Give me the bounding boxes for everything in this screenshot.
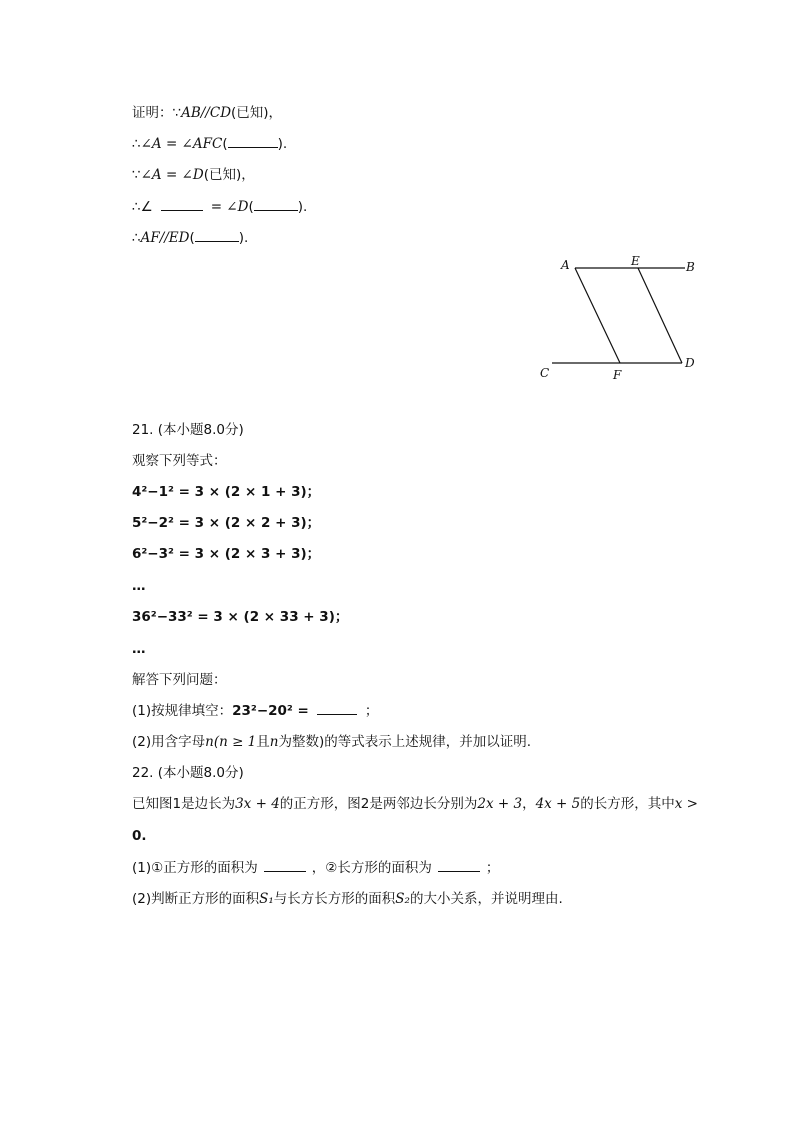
answer-blank[interactable] (161, 198, 203, 211)
q22-math: 4x + 5 (535, 796, 581, 812)
q22-statement-line-2: 0. (132, 828, 147, 844)
proof-text: ). (238, 230, 249, 246)
proof-text: ( (222, 136, 228, 152)
proof-text: ∴∠ (132, 199, 153, 215)
q22-part-1-text: ，②长方形的面积为 (311, 860, 432, 876)
proof-line-3 (132, 166, 255, 184)
answer-blank[interactable] (195, 229, 239, 242)
proof-math: AF//ED (140, 230, 190, 246)
q22-math: x > (674, 796, 698, 812)
proof-text: ). (297, 199, 308, 215)
q22-header: 22. (本小题8.0分) (132, 765, 244, 781)
geometry-figure (530, 250, 710, 390)
q21-equation-3: 6²−3² = 3 × (2 × 3 + 3)； (132, 546, 321, 562)
proof-text: ). (277, 136, 288, 152)
proof-text: 证明：∵ (132, 105, 182, 121)
point-label-A: A (561, 258, 570, 272)
point-label-B: B (686, 260, 695, 274)
segment-ED (638, 268, 682, 363)
q22-part-2-text: 与长方长方形的面积 (273, 891, 396, 907)
proof-line-4 (132, 198, 307, 216)
point-label-D: D (685, 356, 695, 370)
q22-math: 2x + 3 (477, 796, 523, 812)
proof-line-5 (132, 229, 248, 247)
q22-text: 的长方形，其中 (580, 796, 675, 812)
q22-part-2-math: S₂ (395, 891, 410, 907)
q21-intro: 观察下列等式： (132, 453, 227, 469)
q21-part-2-math: n (269, 734, 279, 750)
answer-blank[interactable] (317, 702, 357, 715)
proof-text: ∵ (132, 167, 141, 183)
q21-equation-2: 5²−2² = 3 × (2 × 2 + 3)； (132, 515, 321, 531)
proof-text: (已知)， (231, 105, 283, 121)
proof-line-1 (132, 104, 282, 122)
q22-part-2-text: 的大小关系，并说明理由. (409, 891, 563, 907)
answer-blank[interactable] (228, 135, 278, 148)
proof-line-2 (132, 135, 287, 153)
q22-text: ， (522, 796, 536, 812)
q21-part-2-text: 且 (256, 734, 270, 750)
q22-math: 3x + 4 (235, 796, 280, 812)
proof-text: ∴ (132, 136, 141, 152)
q21-equation-4: 36²−33² = 3 × (2 × 33 + 3)； (132, 609, 349, 625)
point-label-F: F (613, 368, 622, 382)
q21-task: 解答下列问题： (132, 672, 227, 688)
proof-math: ∠A = ∠AFC (140, 136, 223, 152)
q21-part-2-text: 为整数)的等式表示上述规律，并加以证明. (278, 734, 532, 750)
proof-math: AB//CD (181, 105, 232, 121)
point-label-C: C (540, 366, 550, 380)
q22-text: 的正方形，图2是两邻边长分别为 (279, 796, 478, 812)
q21-equation-1: 4²−1² = 3 × (2 × 1 + 3)； (132, 484, 321, 500)
q21-part-2-text: (2)用含字母 (132, 734, 206, 750)
q22-part-1 (132, 859, 499, 877)
proof-math: ∠A = ∠D (140, 167, 204, 183)
answer-blank[interactable] (438, 859, 480, 872)
answer-blank[interactable] (254, 198, 298, 211)
q22-part-1-text: (1)①正方形的面积为 (132, 860, 258, 876)
proof-text: (已知)， (203, 167, 255, 183)
q21-part-2-math: n(n ≥ 1 (205, 734, 257, 750)
proof-text: ( (189, 230, 195, 246)
q21-part-1-math: 23²−20² = (232, 703, 309, 719)
q21-ellipsis-2: … (132, 641, 146, 657)
q22-text: 已知图1是边长为 (132, 796, 236, 812)
q21-ellipsis-1: … (132, 578, 146, 594)
q22-part-2 (132, 890, 563, 908)
q22-statement-line-1 (132, 795, 698, 813)
proof-text: ( (248, 199, 254, 215)
q21-header: 21. (本小题8.0分) (132, 422, 244, 438)
q21-part-1-text: (1)按规律填空： (132, 703, 233, 719)
segment-AF (575, 268, 620, 363)
q21-part-2 (132, 733, 531, 751)
q22-part-2-text: (2)判断正方形的面积 (132, 891, 260, 907)
point-label-E: E (631, 254, 640, 268)
q21-part-1 (132, 702, 378, 720)
q22-part-1-end: ； (485, 860, 500, 876)
proof-text: ∴ (132, 230, 141, 246)
q21-part-1-end: ； (364, 703, 379, 719)
proof-math: = ∠D (210, 199, 249, 215)
answer-blank[interactable] (264, 859, 306, 872)
q22-part-2-math: S₁ (259, 891, 274, 907)
